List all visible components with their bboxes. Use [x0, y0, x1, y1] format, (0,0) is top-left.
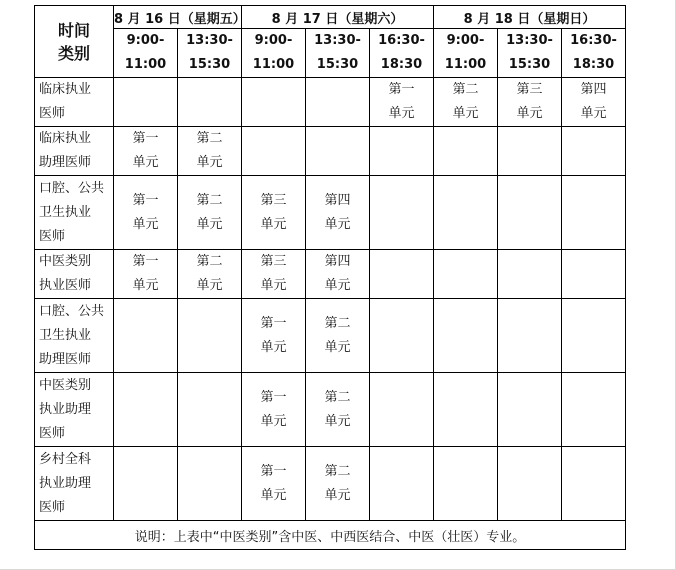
exam-unit-label: 第一	[388, 82, 415, 97]
exam-unit-label: 第二	[196, 131, 223, 146]
exam-unit-label: 单元	[260, 339, 287, 355]
schedule-cell	[370, 447, 434, 521]
corner-time-label: 时间	[57, 20, 90, 40]
schedule-cell	[114, 250, 178, 299]
exam-unit-label: 第一	[260, 463, 287, 479]
schedule-cell	[178, 447, 242, 521]
schedule-cell	[242, 127, 306, 176]
table-row	[35, 127, 626, 176]
schedule-cell	[306, 78, 370, 127]
exam-unit-label: 单元	[516, 106, 543, 121]
exam-unit-label: 第四	[324, 192, 351, 208]
time-slot-end: 18:30	[380, 57, 423, 72]
exam-unit-label: 单元	[132, 278, 159, 293]
schedule-cell	[242, 250, 306, 299]
schedule-cell	[370, 78, 434, 127]
day-header-aug17: 8 月 17 日（星期六）	[242, 6, 434, 29]
schedule-cell	[434, 373, 498, 447]
category-cell	[35, 176, 114, 250]
corner-header-cell	[35, 6, 114, 78]
exam-unit-label: 第三	[516, 82, 543, 97]
schedule-cell	[562, 176, 626, 250]
category-cell	[35, 299, 114, 373]
schedule-cell	[370, 127, 434, 176]
schedule-cell	[434, 127, 498, 176]
exam-unit-label: 单元	[132, 216, 159, 232]
exam-unit-label: 第二	[196, 254, 223, 269]
schedule-cell	[498, 250, 562, 299]
category-cell	[35, 78, 114, 127]
corner-category-label: 类别	[57, 43, 90, 63]
exam-unit-label: 单元	[324, 339, 351, 355]
category-label-line: 临床执业	[39, 131, 92, 146]
category-label-line: 医师	[39, 228, 66, 244]
schedule-cell	[178, 373, 242, 447]
exam-unit-label: 单元	[260, 216, 287, 232]
exam-unit-label: 第一	[132, 192, 159, 208]
schedule-cell	[562, 78, 626, 127]
exam-unit-label: 单元	[388, 106, 415, 121]
category-label-line: 卫生执业	[39, 204, 92, 220]
category-label-line: 口腔、公共	[39, 303, 105, 319]
table-row	[35, 299, 626, 373]
exam-unit-label: 单元	[196, 278, 223, 293]
time-slot-end: 11:00	[444, 57, 487, 72]
schedule-cell	[242, 447, 306, 521]
time-slot-start: 9:00-	[126, 33, 165, 48]
exam-unit-label: 第四	[324, 254, 351, 269]
time-slot-header	[114, 29, 178, 78]
schedule-cell	[498, 176, 562, 250]
schedule-cell	[178, 299, 242, 373]
category-cell	[35, 250, 114, 299]
table-row	[35, 176, 626, 250]
table-row	[35, 447, 626, 521]
time-slot-start: 16:30-	[378, 33, 425, 48]
exam-unit-label: 单元	[324, 278, 351, 293]
category-label-line: 医师	[39, 106, 66, 121]
exam-unit-label: 第二	[324, 315, 351, 331]
schedule-cell	[114, 176, 178, 250]
time-slot-start: 13:30-	[186, 33, 233, 48]
category-cell	[35, 447, 114, 521]
exam-schedule-table	[34, 5, 626, 550]
time-slot-header	[242, 29, 306, 78]
time-slot-end: 11:00	[252, 57, 295, 72]
time-slot-start: 9:00-	[446, 33, 485, 48]
schedule-cell	[434, 299, 498, 373]
table-row	[35, 78, 626, 127]
category-cell	[35, 373, 114, 447]
schedule-cell	[306, 250, 370, 299]
category-label-line: 助理医师	[39, 351, 92, 367]
exam-unit-label: 第一	[132, 254, 159, 269]
time-slot-start: 9:00-	[254, 33, 293, 48]
exam-unit-label: 单元	[580, 106, 607, 121]
category-label-line: 执业医师	[39, 278, 92, 293]
schedule-cell	[370, 250, 434, 299]
schedule-cell	[178, 250, 242, 299]
schedule-cell	[434, 78, 498, 127]
time-slot-header	[178, 29, 242, 78]
schedule-cell	[370, 299, 434, 373]
schedule-cell	[306, 299, 370, 373]
schedule-cell	[178, 127, 242, 176]
time-slot-end: 18:30	[572, 57, 615, 72]
schedule-cell	[242, 176, 306, 250]
exam-unit-label: 第三	[260, 254, 287, 269]
category-label-line: 医师	[39, 499, 66, 515]
time-slot-header	[562, 29, 626, 78]
schedule-cell	[114, 78, 178, 127]
exam-unit-label: 第四	[580, 82, 607, 97]
schedule-cell	[114, 127, 178, 176]
schedule-cell	[306, 373, 370, 447]
schedule-cell	[306, 127, 370, 176]
time-slot-end: 15:30	[508, 57, 551, 72]
schedule-cell	[114, 447, 178, 521]
schedule-cell	[498, 373, 562, 447]
category-label-line: 卫生执业	[39, 327, 92, 343]
exam-unit-label: 单元	[324, 216, 351, 232]
exam-unit-label: 单元	[260, 413, 287, 429]
category-label-line: 中医类别	[39, 254, 92, 269]
exam-unit-label: 第二	[196, 192, 223, 208]
schedule-cell	[370, 176, 434, 250]
schedule-cell	[498, 299, 562, 373]
exam-unit-label: 第二	[452, 82, 479, 97]
schedule-cell	[370, 373, 434, 447]
schedule-cell	[498, 447, 562, 521]
table-row	[35, 373, 626, 447]
schedule-cell	[434, 250, 498, 299]
category-label-line: 执业助理	[39, 475, 92, 491]
time-slot-header	[498, 29, 562, 78]
exam-unit-label: 第一	[260, 389, 287, 405]
schedule-cell	[434, 447, 498, 521]
schedule-cell	[242, 373, 306, 447]
schedule-cell	[242, 299, 306, 373]
schedule-cell	[306, 447, 370, 521]
time-slot-end: 15:30	[188, 57, 231, 72]
category-label-line: 中医类别	[39, 377, 92, 393]
category-label-line: 乡村全科	[39, 451, 92, 467]
exam-unit-label: 第三	[260, 192, 287, 208]
schedule-cell	[306, 176, 370, 250]
category-label-line: 口腔、公共	[39, 180, 105, 196]
time-slot-header	[434, 29, 498, 78]
schedule-cell	[562, 373, 626, 447]
category-label-line: 医师	[39, 425, 66, 441]
time-slot-end: 11:00	[124, 57, 167, 72]
day-header-aug18: 8 月 18 日（星期日）	[434, 6, 626, 29]
exam-unit-label: 单元	[260, 487, 287, 503]
schedule-cell	[242, 78, 306, 127]
category-label-line: 临床执业	[39, 82, 92, 97]
time-slot-start: 16:30-	[570, 33, 617, 48]
exam-unit-label: 第一	[260, 315, 287, 331]
exam-unit-label: 第一	[132, 131, 159, 146]
category-label-line: 助理医师	[39, 155, 92, 170]
schedule-cell	[178, 78, 242, 127]
schedule-cell	[498, 127, 562, 176]
exam-unit-label: 第二	[324, 463, 351, 479]
exam-unit-label: 第二	[324, 389, 351, 405]
schedule-cell	[562, 447, 626, 521]
category-cell	[35, 127, 114, 176]
time-slot-header	[370, 29, 434, 78]
exam-unit-label: 单元	[132, 155, 159, 170]
table-row	[35, 250, 626, 299]
time-slot-end: 15:30	[316, 57, 359, 72]
schedule-cell	[434, 176, 498, 250]
exam-unit-label: 单元	[324, 413, 351, 429]
time-slot-start: 13:30-	[314, 33, 361, 48]
exam-unit-label: 单元	[196, 216, 223, 232]
exam-unit-label: 单元	[452, 106, 479, 121]
schedule-cell	[178, 176, 242, 250]
time-slot-start: 13:30-	[506, 33, 553, 48]
exam-unit-label: 单元	[260, 278, 287, 293]
footnote-text: 说明：上表中“中医类别”含中医、中西医结合、中医（壮医）专业。	[35, 521, 626, 550]
schedule-cell	[114, 373, 178, 447]
schedule-cell	[562, 250, 626, 299]
exam-unit-label: 单元	[196, 155, 223, 170]
day-header-aug16: 8 月 16 日（星期五）	[114, 6, 242, 29]
schedule-cell	[562, 127, 626, 176]
exam-unit-label: 单元	[324, 487, 351, 503]
time-slot-header	[306, 29, 370, 78]
schedule-cell	[498, 78, 562, 127]
schedule-cell	[114, 299, 178, 373]
category-label-line: 执业助理	[39, 401, 92, 417]
schedule-cell	[562, 299, 626, 373]
footnote-row	[35, 521, 626, 550]
